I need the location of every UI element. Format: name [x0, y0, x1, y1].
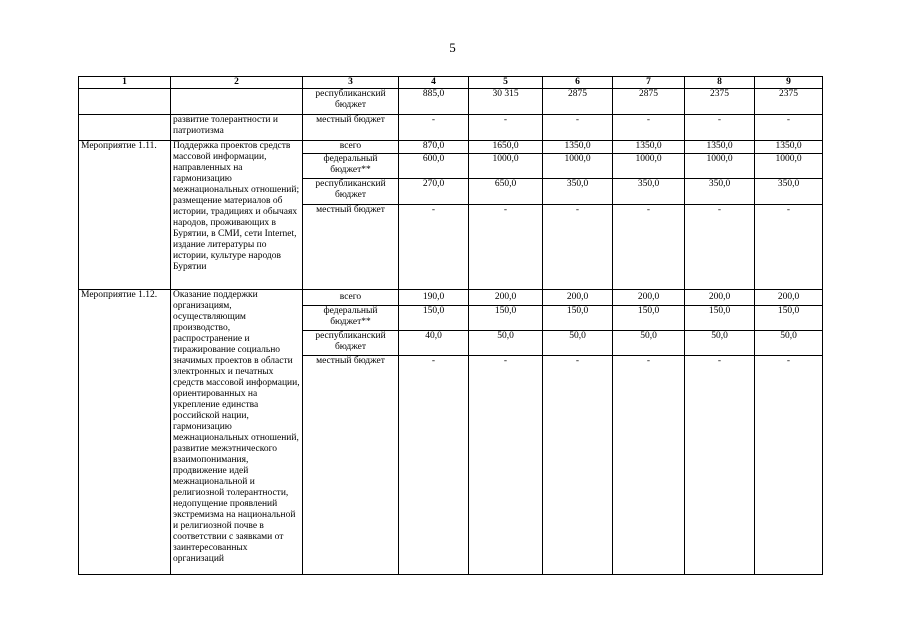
table-row [79, 115, 823, 141]
value-cell: - [399, 115, 469, 141]
value-cell: - [399, 205, 469, 290]
value-cell: 200,0 [543, 290, 613, 306]
value-cell: - [469, 115, 543, 141]
value-cell: 2875 [613, 89, 685, 115]
value-cell: 1650,0 [469, 141, 543, 154]
value-cell: 190,0 [399, 290, 469, 306]
funding-source: федеральный бюджет** [303, 154, 399, 179]
column-header: 6 [543, 77, 613, 89]
value-cell: 1000,0 [613, 154, 685, 179]
value-cell: 150,0 [755, 306, 823, 331]
value-cell: 150,0 [543, 306, 613, 331]
funding-source: республиканский бюджет [303, 331, 399, 356]
value-cell: 200,0 [613, 290, 685, 306]
measure-description-cell: развитие толерантности и патриотизма [171, 115, 303, 141]
column-header: 4 [399, 77, 469, 89]
value-cell: - [755, 115, 823, 141]
value-cell: 885,0 [399, 89, 469, 115]
value-cell: - [543, 205, 613, 290]
value-cell: 650,0 [469, 179, 543, 205]
funding-source: федеральный бюджет** [303, 306, 399, 331]
value-cell: 350,0 [543, 179, 613, 205]
value-cell: 1350,0 [685, 141, 755, 154]
value-cell: 50,0 [543, 331, 613, 356]
budget-table [78, 76, 823, 575]
funding-source: всего [303, 290, 399, 306]
header-row [79, 77, 823, 89]
column-header: 7 [613, 77, 685, 89]
measure-label-cell [79, 89, 171, 115]
value-cell: - [613, 205, 685, 290]
value-cell: 150,0 [399, 306, 469, 331]
value-cell: - [685, 115, 755, 141]
value-cell: - [755, 205, 823, 290]
funding-source: местный бюджет [303, 205, 399, 290]
value-cell: - [613, 356, 685, 575]
value-cell: 150,0 [613, 306, 685, 331]
funding-source: местный бюджет [303, 356, 399, 575]
column-header: 2 [171, 77, 303, 89]
column-header: 3 [303, 77, 399, 89]
value-cell: 1350,0 [755, 141, 823, 154]
value-cell: 1350,0 [543, 141, 613, 154]
page-number: 5 [449, 40, 456, 55]
value-cell: - [469, 205, 543, 290]
value-cell: 350,0 [685, 179, 755, 205]
value-cell: - [543, 115, 613, 141]
column-header: 8 [685, 77, 755, 89]
funding-source: республиканский бюджет [303, 89, 399, 115]
value-cell: 50,0 [755, 331, 823, 356]
value-cell: 1000,0 [469, 154, 543, 179]
measure-description: Поддержка проектов средств массовой информации, направленных на гармонизацию межнациональных отношений; размещение материалов об истории, традициях и обычаях народов, проживающих в Бурятии, в СМИ, сети Internet, издание литературы по истории, культуре народов Бурятии [171, 141, 303, 290]
value-cell: - [469, 356, 543, 575]
value-cell: 150,0 [469, 306, 543, 331]
value-cell: 1000,0 [755, 154, 823, 179]
value-cell: 1350,0 [613, 141, 685, 154]
value-cell: 30 315 [469, 89, 543, 115]
measure-label-cell [79, 115, 171, 141]
value-cell: 2875 [543, 89, 613, 115]
funding-source: республиканский бюджет [303, 179, 399, 205]
measure-label: Мероприятие 1.12. [79, 290, 171, 575]
value-cell: 50,0 [613, 331, 685, 356]
column-header: 9 [755, 77, 823, 89]
funding-source: местный бюджет [303, 115, 399, 141]
table-row [79, 290, 823, 306]
value-cell: 270,0 [399, 179, 469, 205]
measure-description-cell [171, 89, 303, 115]
value-cell: 2375 [755, 89, 823, 115]
value-cell: 1000,0 [685, 154, 755, 179]
value-cell: 2375 [685, 89, 755, 115]
value-cell: - [685, 356, 755, 575]
value-cell: 200,0 [755, 290, 823, 306]
value-cell: 200,0 [685, 290, 755, 306]
value-cell: 350,0 [613, 179, 685, 205]
value-cell: - [399, 356, 469, 575]
table-row [79, 141, 823, 154]
funding-source: всего [303, 141, 399, 154]
column-header: 5 [469, 77, 543, 89]
table-row [79, 89, 823, 115]
value-cell: - [755, 356, 823, 575]
value-cell: 200,0 [469, 290, 543, 306]
column-header: 1 [79, 77, 171, 89]
value-cell: 40,0 [399, 331, 469, 356]
value-cell: 350,0 [755, 179, 823, 205]
value-cell: - [543, 356, 613, 575]
value-cell: 600,0 [399, 154, 469, 179]
value-cell: 870,0 [399, 141, 469, 154]
measure-label: Мероприятие 1.11. [79, 141, 171, 290]
value-cell: 1000,0 [543, 154, 613, 179]
value-cell: 150,0 [685, 306, 755, 331]
value-cell: 50,0 [685, 331, 755, 356]
value-cell: - [685, 205, 755, 290]
measure-description: Оказание поддержки организациям, осуществляющим производство, распространение и тиражирование социально значимых проектов в области электронных и печатных средств массовой информации, ориентированных на укрепление единства российской нации, гармонизацию межнациональных отношений, развитие межэтнического взаимопонимания, продвижение идей межнациональной и религиозной толерантности, недопущение проявлений экстремизма на национальной и религиозной почве в соответствии с заявками от заинтересованных организаций [171, 290, 303, 575]
value-cell: - [613, 115, 685, 141]
value-cell: 50,0 [469, 331, 543, 356]
